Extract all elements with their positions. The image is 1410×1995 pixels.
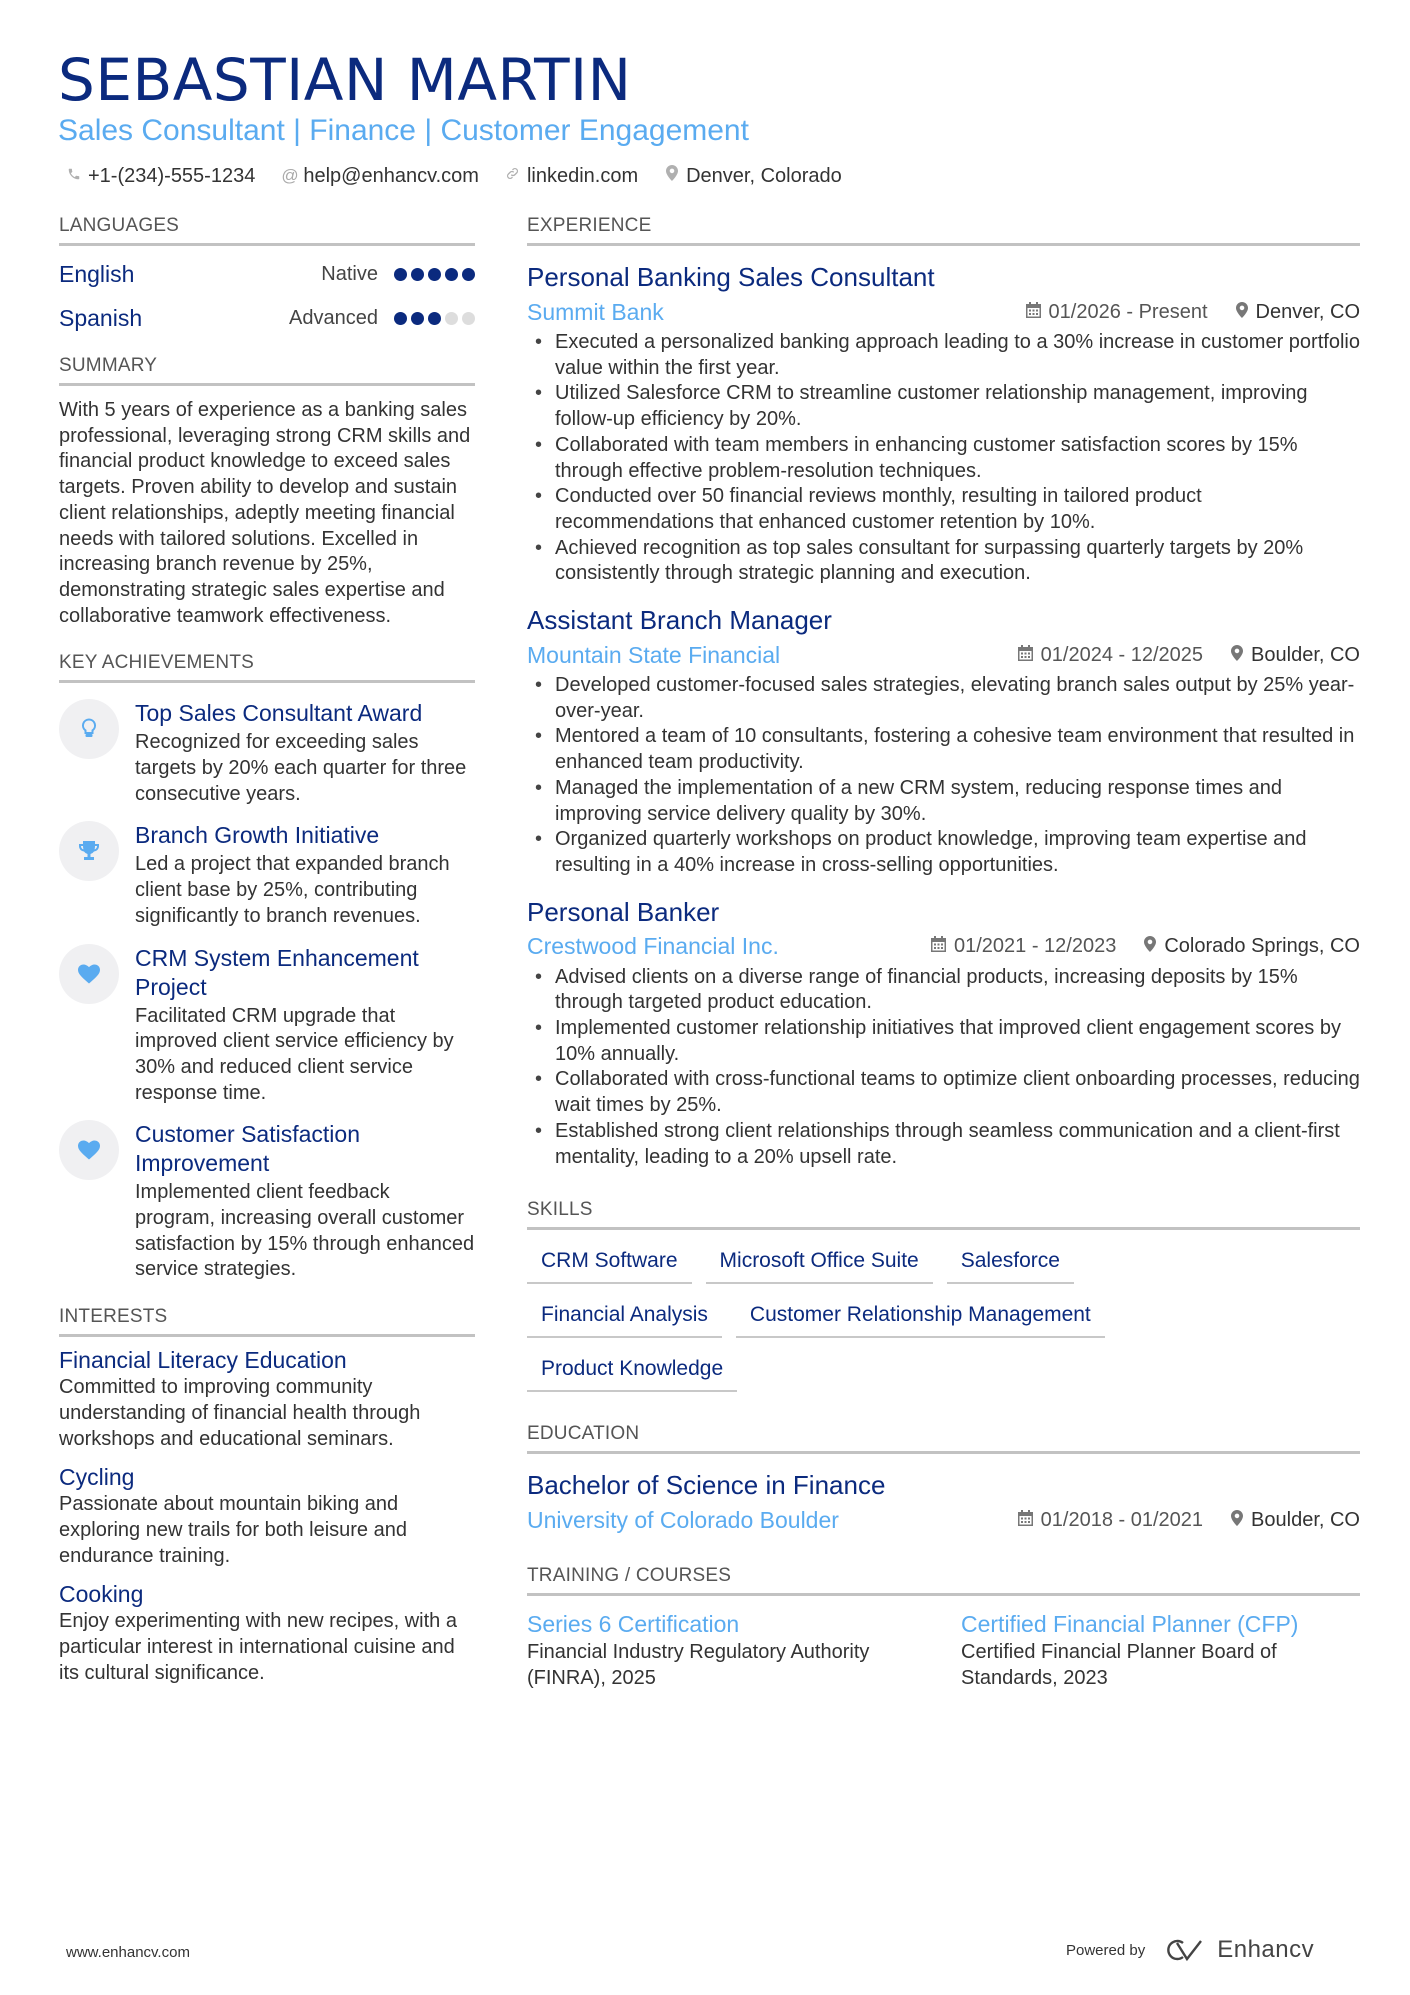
interest-title: Cycling [59,1464,135,1491]
trophy-icon [59,821,119,881]
job-company: Summit Bank [527,298,664,325]
contact-linkedin[interactable] [505,162,638,190]
language-item [59,296,475,340]
linkedin-text: linkedin.com [526,165,639,187]
dot-filled [411,312,424,325]
calendar-icon [1018,1510,1033,1531]
powered-by-label: Powered by [1066,1941,1146,1959]
location-icon [664,162,680,190]
summary-text: With 5 years of experience as a banking sales professional, leveraging strong CRM skills and financial product knowledge to exceed sales targets. Proven ability to develop and sustain client relationships, adeptly meeting financial needs with tailored solutions. Excelled in increasing branch revenue by 25%, demonstrating strategic sales expertise and collaborative teamwork effectiveness. [59,399,471,627]
job-meta [527,637,1360,673]
interest-desc: Passionate about mountain biking and exploring new trails for both leisure and endurance training. [59,1493,407,1567]
achievement-item [59,699,475,807]
phone-icon [66,162,82,190]
education-location [1231,1509,1360,1532]
email-text: help@enhancv.com [303,165,479,187]
heart-icon [59,1120,119,1180]
dot-filled [462,268,475,281]
language-name: English [59,260,135,287]
language-level: Native [321,262,378,285]
experience-heading: EXPERIENCE [527,214,1360,246]
job-title: Personal Banking Sales Consultant [527,262,935,292]
language-item [59,252,475,296]
education-location-text: Boulder, CO [1251,1508,1360,1531]
bullet-item: • Collaborated with cross-functional teams to optimize client onboarding processes, reducing wait times by 25%. [555,1067,1360,1118]
link-icon [505,162,521,190]
dot-empty [445,312,458,325]
calendar-icon [1018,645,1033,666]
achievement-title: Branch Growth Initiative [135,822,380,849]
calendar-icon [1026,302,1041,323]
heart-icon [59,944,119,1004]
interest-desc: Committed to improving community understanding of financial health through workshops and educational seminars. [59,1376,421,1450]
job-location-text: Colorado Springs, CO [1164,935,1360,958]
bullet-item: • Mentored a team of 10 consultants, fostering a cohesive team environment that resulted in enhanced team productivity. [555,724,1360,775]
contact-location [664,162,842,190]
job-bullets [527,965,1360,1171]
training-title: Certified Financial Planner (CFP) [961,1611,1299,1638]
contact-email[interactable] [281,162,479,190]
candidate-name: SEBASTIAN MARTIN [58,46,632,114]
degree-title: Bachelor of Science in Finance [527,1470,886,1501]
school-name: University of Colorado Boulder [527,1506,839,1533]
contact-phone[interactable] [66,162,255,190]
job-bullets [527,330,1360,587]
enhancv-logo-icon [1163,1938,1209,1962]
proficiency-dots [394,268,475,281]
calendar-icon [931,936,946,957]
bullet-item: • Collaborated with team members in enhancing customer satisfaction scores by 15% through effective problem-resolution techniques. [555,433,1360,484]
achievement-title: CRM System Enhancement Project [135,944,419,1000]
language-level: Advanced [289,306,378,329]
interest-title: Cooking [59,1581,144,1608]
location-icon [1231,645,1243,666]
achievement-title: Customer Satisfaction Improvement [135,1121,360,1177]
dot-filled [428,312,441,325]
bullet-item: • Developed customer-focused sales strategies, elevating branch sales output by 25% year-over-year. [555,673,1360,724]
training-desc: Financial Industry Regulatory Authority (FINRA), 2025 [527,1641,870,1689]
interests-list [59,1345,475,1686]
job-location [1236,301,1360,324]
training-item [961,1608,1351,1691]
location-icon [1144,936,1156,957]
dot-filled [394,268,407,281]
summary-heading: SUMMARY [59,354,475,386]
job-company: Mountain State Financial [527,641,781,668]
skills-heading: SKILLS [527,1198,1360,1230]
skills-list [527,1242,1227,1392]
job-dates-text: 01/2024 - 12/2025 [1040,643,1204,666]
brand-name: Enhancv [1217,1936,1315,1963]
job-dates [931,935,1116,958]
lightbulb-icon [59,699,119,759]
achievement-desc: Led a project that expanded branch client base by 25%, contributing significantly to branch revenues. [135,853,450,927]
bullet-item: • Achieved recognition as top sales consultant for surpassing quarterly targets by 20% consistently through strategic planning and execution. [555,536,1360,587]
job-location-text: Boulder, CO [1251,643,1360,666]
location-icon [1236,302,1248,323]
dot-empty [462,312,475,325]
language-name: Spanish [59,304,143,331]
job-entry [527,603,1360,879]
dot-filled [428,268,441,281]
candidate-headline: Sales Consultant | Finance | Customer Engagement [58,114,749,147]
left-column [59,214,475,1697]
skill-tag: CRM Software [527,1242,692,1284]
contact-bar [66,162,842,190]
achievement-desc: Facilitated CRM upgrade that improved client service efficiency by 30% and reduced client service response time. [135,1004,454,1104]
bullet-item: • Advised clients on a diverse range of financial products, increasing deposits by 15% through targeted product education. [555,965,1360,1016]
bullet-item: • Implemented customer relationship initiatives that improved client engagement scores by 10% annually. [555,1016,1360,1067]
at-icon: @ [281,166,299,185]
achievements-heading: KEY ACHIEVEMENTS [59,651,475,683]
bullet-item: • Executed a personalized banking approach leading to a 30% increase in customer portfolio value within the first year. [555,330,1360,381]
education-dates [1018,1509,1203,1532]
skill-tag: Customer Relationship Management [736,1296,1105,1338]
job-title: Assistant Branch Manager [527,605,832,636]
education-meta [527,1502,1360,1538]
bullet-item: • Managed the implementation of a new CRM system, reducing response times and improving service delivery quality by 30%. [555,776,1360,827]
location-icon [1231,1510,1243,1531]
training-heading: TRAINING / COURSES [527,1564,1360,1596]
job-bullets [527,673,1360,879]
interests-heading: INTERESTS [59,1305,475,1337]
footer-website[interactable]: www.enhancv.com [66,1944,190,1961]
bullet-item: • Conducted over 50 financial reviews monthly, resulting in tailored product recommendations that enhanced customer retention by 10%. [555,484,1360,535]
job-title: Personal Banker [527,896,720,927]
job-entry [527,260,1360,587]
job-dates [1026,301,1208,324]
job-location [1231,644,1360,667]
training-desc: Certified Financial Planner Board of Standards, 2023 [961,1641,1277,1689]
job-location [1144,935,1360,958]
education-heading: EDUCATION [527,1422,1360,1454]
right-column [527,214,1360,1692]
job-dates-text: 01/2021 - 12/2023 [953,935,1117,958]
skill-tag: Financial Analysis [527,1296,722,1338]
footer-branding [1066,1936,1314,1964]
bullet-item: • Organized quarterly workshops on product knowledge, improving team expertise and resulting in a 40% increase in cross-selling opportunities. [555,827,1360,878]
achievements-list [59,699,475,1283]
location-text: Denver, Colorado [686,165,842,187]
languages-list [59,252,475,340]
job-entry [527,895,1360,1171]
dot-filled [394,312,407,325]
phone-text: +1-(234)-555-1234 [88,165,256,187]
education-entry [527,1468,1360,1538]
achievement-item [59,821,475,929]
enhancv-logo[interactable] [1163,1936,1314,1964]
job-company: Crestwood Financial Inc. [527,933,779,960]
training-item [527,1608,917,1691]
skill-tag: Salesforce [947,1242,1074,1284]
dot-filled [411,268,424,281]
job-meta [527,929,1360,965]
job-location-text: Denver, CO [1255,300,1360,323]
achievement-item [59,1120,475,1283]
skill-tag: Product Knowledge [527,1350,737,1392]
training-list [527,1608,1360,1691]
education-dates-text: 01/2018 - 01/2021 [1040,1508,1204,1531]
interest-title: Financial Literacy Education [59,1347,347,1374]
job-meta [527,294,1360,330]
skill-tag: Microsoft Office Suite [706,1242,933,1284]
bullet-item: • Utilized Salesforce CRM to streamline customer relationship management, improving follow-up efficiency by 20%. [555,381,1360,432]
training-title: Series 6 Certification [527,1611,740,1638]
proficiency-dots [394,312,475,325]
dot-filled [445,268,458,281]
bullet-item: • Established strong client relationships through seamless communication and a client-first mentality, leading to a 20% upsell rate. [555,1119,1360,1170]
job-dates [1018,644,1203,667]
achievement-item [59,944,475,1107]
interest-desc: Enjoy experimenting with new recipes, with a particular interest in international cuisine and its cultural significance. [59,1610,457,1684]
achievement-title: Top Sales Consultant Award [135,700,423,727]
achievement-desc: Recognized for exceeding sales targets by 20% each quarter for three consecutive years. [135,731,467,805]
languages-heading: LANGUAGES [59,214,475,246]
job-dates-text: 01/2026 - Present [1048,300,1208,323]
achievement-desc: Implemented client feedback program, increasing overall customer satisfaction by 15% through enhanced service strategies. [135,1181,475,1281]
